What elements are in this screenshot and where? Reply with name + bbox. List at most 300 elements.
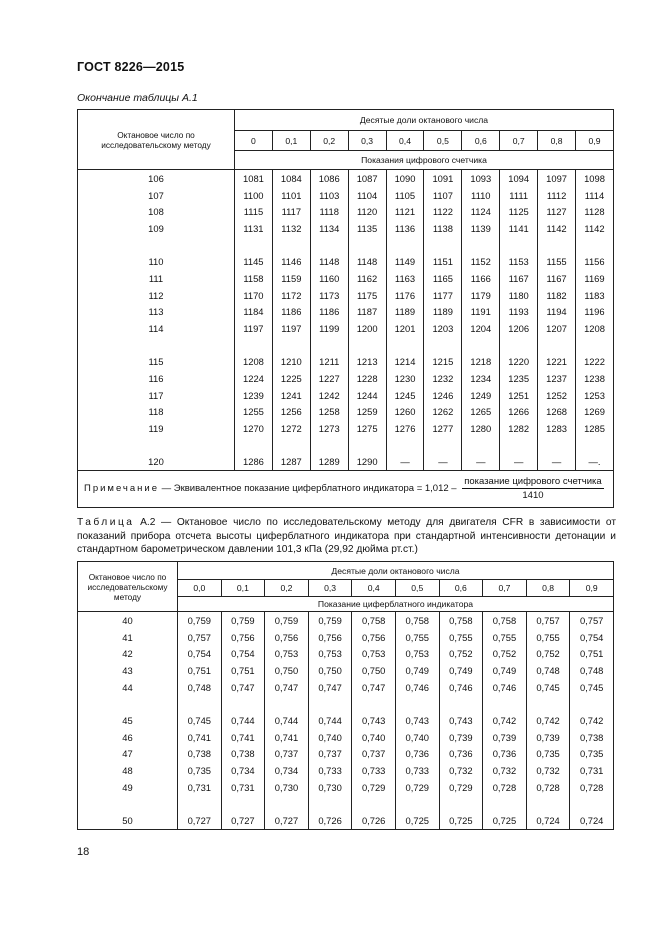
value-cell: 1206 xyxy=(500,320,538,337)
value-cell: 1204 xyxy=(462,320,500,337)
value-cell: 0,751 xyxy=(570,646,614,663)
spacer-cell xyxy=(272,237,310,253)
value-cell: 1220 xyxy=(500,353,538,370)
fraction-header: Десятые доли октанового числа xyxy=(235,110,614,131)
value-cell: 0,740 xyxy=(352,729,396,746)
fraction-col-header: 0,8 xyxy=(526,580,570,597)
value-cell: 0,739 xyxy=(526,729,570,746)
value-cell: 0,757 xyxy=(570,612,614,629)
spacer-cell xyxy=(308,796,352,812)
value-cell: 1146 xyxy=(272,253,310,270)
spacer-cell xyxy=(78,237,235,253)
table-row xyxy=(78,662,614,679)
fraction-col-header: 0,5 xyxy=(424,131,462,151)
value-cell: 1183 xyxy=(576,287,614,304)
value-cell: 0,748 xyxy=(178,679,222,696)
value-cell: 0,748 xyxy=(526,662,570,679)
value-cell: 1117 xyxy=(272,204,310,221)
value-cell: 1197 xyxy=(272,320,310,337)
table-row xyxy=(78,746,614,763)
value-cell: 0,753 xyxy=(308,646,352,663)
value-cell: 0,737 xyxy=(308,746,352,763)
spacer-cell xyxy=(352,696,396,712)
value-cell: 0,733 xyxy=(308,762,352,779)
value-cell: 0,750 xyxy=(308,662,352,679)
value-cell: 0,741 xyxy=(265,729,309,746)
value-cell: 0,729 xyxy=(395,779,439,796)
value-cell: 1167 xyxy=(538,270,576,287)
value-cell: 1211 xyxy=(310,353,348,370)
value-cell: 0,726 xyxy=(308,812,352,829)
value-cell: 1166 xyxy=(462,270,500,287)
octane-number-cell: 49 xyxy=(78,779,178,796)
value-cell: 0,745 xyxy=(570,679,614,696)
value-cell: 1218 xyxy=(462,353,500,370)
value-cell: 1286 xyxy=(235,453,273,470)
fraction-col-header: 0,3 xyxy=(308,580,352,597)
value-cell: 1289 xyxy=(310,453,348,470)
spacer-cell xyxy=(576,337,614,353)
spacer-cell xyxy=(538,337,576,353)
value-cell: 0,725 xyxy=(483,812,527,829)
value-cell: 0,731 xyxy=(178,779,222,796)
octane-number-cell: 109 xyxy=(78,220,235,237)
spacer-cell xyxy=(178,696,222,712)
spacer-cell xyxy=(424,437,462,453)
value-cell: 0,737 xyxy=(352,746,396,763)
value-cell: 1090 xyxy=(386,170,424,187)
spacer-cell xyxy=(462,337,500,353)
spacer-cell xyxy=(462,237,500,253)
value-cell: 1282 xyxy=(500,420,538,437)
octane-number-cell: 40 xyxy=(78,612,178,629)
value-cell: 1180 xyxy=(500,287,538,304)
table-row xyxy=(78,220,614,237)
value-cell: 1120 xyxy=(348,204,386,221)
octane-number-cell: 44 xyxy=(78,679,178,696)
value-cell: 0,731 xyxy=(221,779,265,796)
table2-caption xyxy=(77,516,616,557)
value-cell: 0,727 xyxy=(265,812,309,829)
value-cell: 1159 xyxy=(272,270,310,287)
value-cell: 0,746 xyxy=(483,679,527,696)
fraction-col-header: 0,8 xyxy=(538,131,576,151)
value-cell: 0,725 xyxy=(395,812,439,829)
value-cell: 0,754 xyxy=(570,629,614,646)
spacer-cell xyxy=(235,237,273,253)
note-denominator: 1410 xyxy=(522,490,544,502)
spacer-cell xyxy=(526,796,570,812)
value-cell: 1194 xyxy=(538,304,576,321)
value-cell: 1148 xyxy=(310,253,348,270)
value-cell: 1228 xyxy=(348,370,386,387)
value-cell: 1097 xyxy=(538,170,576,187)
value-cell: 1260 xyxy=(386,404,424,421)
group-spacer xyxy=(78,696,614,712)
value-cell: 1134 xyxy=(310,220,348,237)
value-cell: 1207 xyxy=(538,320,576,337)
value-cell: 1269 xyxy=(576,404,614,421)
value-cell: 0,749 xyxy=(395,662,439,679)
spacer-cell xyxy=(352,796,396,812)
value-cell: 1121 xyxy=(386,204,424,221)
value-cell: 0,730 xyxy=(265,779,309,796)
value-cell: 0,744 xyxy=(308,712,352,729)
fraction-col-header: 0,6 xyxy=(439,580,483,597)
value-cell: 1156 xyxy=(576,253,614,270)
spacer-cell xyxy=(348,337,386,353)
octane-number-cell: 50 xyxy=(78,812,178,829)
fraction-col-header: 0,1 xyxy=(272,131,310,151)
value-cell: 1118 xyxy=(310,204,348,221)
value-cell: 1285 xyxy=(576,420,614,437)
value-cell: 1259 xyxy=(348,404,386,421)
value-cell: 1114 xyxy=(576,187,614,204)
spacer-cell xyxy=(265,696,309,712)
value-cell: 0,754 xyxy=(178,646,222,663)
spacer-cell xyxy=(272,337,310,353)
value-cell: 0,745 xyxy=(526,679,570,696)
value-cell: 1176 xyxy=(386,287,424,304)
value-cell: 0,725 xyxy=(439,812,483,829)
value-cell: 0,759 xyxy=(308,612,352,629)
table-a2 xyxy=(77,561,614,830)
value-cell: 1262 xyxy=(424,404,462,421)
value-cell: 0,736 xyxy=(483,746,527,763)
value-cell: 0,741 xyxy=(178,729,222,746)
spacer-cell xyxy=(78,337,235,353)
value-cell: 0,745 xyxy=(178,712,222,729)
value-cell: 1214 xyxy=(386,353,424,370)
spacer-cell xyxy=(348,437,386,453)
table-row xyxy=(78,453,614,470)
spacer-cell xyxy=(78,696,178,712)
value-cell: 1101 xyxy=(272,187,310,204)
value-cell: 0,755 xyxy=(395,629,439,646)
spacer-cell xyxy=(178,796,222,812)
value-cell: 1087 xyxy=(348,170,386,187)
value-cell: 1258 xyxy=(310,404,348,421)
spacer-cell xyxy=(221,796,265,812)
table-row xyxy=(78,253,614,270)
spacer-cell xyxy=(310,237,348,253)
value-cell: 1197 xyxy=(235,320,273,337)
value-cell: 0,758 xyxy=(439,612,483,629)
value-cell: 1115 xyxy=(235,204,273,221)
value-cell: 1191 xyxy=(462,304,500,321)
value-cell: 0,724 xyxy=(570,812,614,829)
value-cell: 1132 xyxy=(272,220,310,237)
value-cell: 0,739 xyxy=(439,729,483,746)
value-cell: 0,750 xyxy=(265,662,309,679)
value-cell: 1215 xyxy=(424,353,462,370)
table-row xyxy=(78,170,614,187)
value-cell: 0,741 xyxy=(221,729,265,746)
value-cell: 1138 xyxy=(424,220,462,237)
value-cell: 0,736 xyxy=(395,746,439,763)
value-cell: 0,742 xyxy=(526,712,570,729)
value-cell: 0,752 xyxy=(439,646,483,663)
value-cell: — xyxy=(386,453,424,470)
value-cell: 1290 xyxy=(348,453,386,470)
value-cell: 1230 xyxy=(386,370,424,387)
value-cell: 0,734 xyxy=(221,762,265,779)
value-cell: 0,757 xyxy=(178,629,222,646)
fraction-col-header: 0,4 xyxy=(352,580,396,597)
octane-number-cell: 115 xyxy=(78,353,235,370)
spacer-cell xyxy=(500,337,538,353)
value-cell: 1153 xyxy=(500,253,538,270)
value-cell: 0,740 xyxy=(395,729,439,746)
value-cell: 0,744 xyxy=(265,712,309,729)
value-cell: 0,743 xyxy=(395,712,439,729)
fraction-col-header: 0,7 xyxy=(500,131,538,151)
spacer-cell xyxy=(538,437,576,453)
table-row xyxy=(78,387,614,404)
value-cell: 1208 xyxy=(235,353,273,370)
value-cell: 1270 xyxy=(235,420,273,437)
fraction-col-header: 0,4 xyxy=(386,131,424,151)
value-cell: 1145 xyxy=(235,253,273,270)
value-cell: 0,729 xyxy=(352,779,396,796)
note-fraction xyxy=(462,476,603,501)
table-row xyxy=(78,646,614,663)
value-cell: 0,751 xyxy=(178,662,222,679)
value-cell: 1135 xyxy=(348,220,386,237)
value-cell: 1199 xyxy=(310,320,348,337)
octane-number-cell: 113 xyxy=(78,304,235,321)
octane-number-cell: 120 xyxy=(78,453,235,470)
value-cell: 1210 xyxy=(272,353,310,370)
value-cell: 0,736 xyxy=(439,746,483,763)
readings-header: Показания цифрового счетчика xyxy=(235,151,614,170)
fraction-col-header: 0,7 xyxy=(483,580,527,597)
table-row xyxy=(78,612,614,629)
table-row xyxy=(78,729,614,746)
value-cell: 1172 xyxy=(272,287,310,304)
group-spacer xyxy=(78,337,614,353)
spacer-cell xyxy=(500,437,538,453)
value-cell: 1124 xyxy=(462,204,500,221)
spacer-cell xyxy=(424,237,462,253)
value-cell: 1094 xyxy=(500,170,538,187)
table-row xyxy=(78,812,614,829)
fraction-col-header: 0,1 xyxy=(221,580,265,597)
octane-number-cell: 45 xyxy=(78,712,178,729)
value-cell: 1091 xyxy=(424,170,462,187)
octane-number-cell: 41 xyxy=(78,629,178,646)
value-cell: 0,753 xyxy=(265,646,309,663)
value-cell: 0,758 xyxy=(352,612,396,629)
value-cell: 1189 xyxy=(424,304,462,321)
value-cell: 1093 xyxy=(462,170,500,187)
value-cell: 1186 xyxy=(272,304,310,321)
table-a1 xyxy=(77,109,614,508)
spacer-cell xyxy=(310,437,348,453)
row-header: Октановое число по исследовательскому методу xyxy=(78,562,178,612)
spacer-cell xyxy=(235,337,273,353)
value-cell: 1283 xyxy=(538,420,576,437)
value-cell: 0,735 xyxy=(570,746,614,763)
value-cell: 1187 xyxy=(348,304,386,321)
value-cell: 0,759 xyxy=(221,612,265,629)
octane-number-cell: 111 xyxy=(78,270,235,287)
value-cell: 0,742 xyxy=(483,712,527,729)
value-cell: 1242 xyxy=(310,387,348,404)
value-cell: 0,734 xyxy=(265,762,309,779)
value-cell: 1163 xyxy=(386,270,424,287)
value-cell: 1141 xyxy=(500,220,538,237)
value-cell: — xyxy=(424,453,462,470)
value-cell: 1272 xyxy=(272,420,310,437)
value-cell: 1148 xyxy=(348,253,386,270)
value-cell: 0,730 xyxy=(308,779,352,796)
value-cell: 1227 xyxy=(310,370,348,387)
value-cell: 1110 xyxy=(462,187,500,204)
spacer-cell xyxy=(395,796,439,812)
value-cell: 1184 xyxy=(235,304,273,321)
spacer-cell xyxy=(348,237,386,253)
table-row xyxy=(78,204,614,221)
value-cell: 1255 xyxy=(235,404,273,421)
fraction-col-header: 0,2 xyxy=(265,580,309,597)
value-cell: 0,752 xyxy=(483,646,527,663)
value-cell: 0,746 xyxy=(395,679,439,696)
spacer-cell xyxy=(386,437,424,453)
value-cell: 1105 xyxy=(386,187,424,204)
value-cell: 1213 xyxy=(348,353,386,370)
spacer-cell xyxy=(500,237,538,253)
value-cell: 1139 xyxy=(462,220,500,237)
group-spacer xyxy=(78,237,614,253)
fraction-col-header: 0,3 xyxy=(348,131,386,151)
table-row xyxy=(78,320,614,337)
table-row xyxy=(78,420,614,437)
value-cell: 0,742 xyxy=(570,712,614,729)
value-cell: 1246 xyxy=(424,387,462,404)
value-cell: 1162 xyxy=(348,270,386,287)
spacer-cell xyxy=(538,237,576,253)
value-cell: 1167 xyxy=(500,270,538,287)
value-cell: 1111 xyxy=(500,187,538,204)
value-cell: 0,749 xyxy=(439,662,483,679)
value-cell: 1275 xyxy=(348,420,386,437)
value-cell: 0,738 xyxy=(570,729,614,746)
spacer-cell xyxy=(576,437,614,453)
table-row xyxy=(78,370,614,387)
value-cell: 0,759 xyxy=(178,612,222,629)
value-cell: 1169 xyxy=(576,270,614,287)
value-cell: 0,755 xyxy=(526,629,570,646)
value-cell: 1273 xyxy=(310,420,348,437)
value-cell: 1104 xyxy=(348,187,386,204)
fraction-col-header: 0,2 xyxy=(310,131,348,151)
value-cell: 0,747 xyxy=(221,679,265,696)
octane-number-cell: 42 xyxy=(78,646,178,663)
value-cell: 1086 xyxy=(310,170,348,187)
value-cell: 1098 xyxy=(576,170,614,187)
spacer-cell xyxy=(570,696,614,712)
value-cell: 0,727 xyxy=(178,812,222,829)
value-cell: 0,740 xyxy=(308,729,352,746)
value-cell: 1186 xyxy=(310,304,348,321)
value-cell: 0,732 xyxy=(439,762,483,779)
document-header: ГОСТ 8226—2015 xyxy=(77,60,185,74)
value-cell: 1142 xyxy=(538,220,576,237)
value-cell: 0,747 xyxy=(308,679,352,696)
readings-header: Показание циферблатного индикатора xyxy=(178,597,614,612)
value-cell: 0,758 xyxy=(395,612,439,629)
value-cell: — xyxy=(538,453,576,470)
value-cell: 1155 xyxy=(538,253,576,270)
value-cell: 1103 xyxy=(310,187,348,204)
value-cell: 1256 xyxy=(272,404,310,421)
value-cell: 1245 xyxy=(386,387,424,404)
octane-number-cell: 118 xyxy=(78,404,235,421)
spacer-cell xyxy=(235,437,273,453)
value-cell: 1232 xyxy=(424,370,462,387)
value-cell: 1201 xyxy=(386,320,424,337)
octane-number-cell: 46 xyxy=(78,729,178,746)
octane-number-cell: 112 xyxy=(78,287,235,304)
value-cell: 0,729 xyxy=(439,779,483,796)
table-row xyxy=(78,779,614,796)
value-cell: 0,756 xyxy=(221,629,265,646)
table-row xyxy=(78,270,614,287)
table-row xyxy=(78,762,614,779)
value-cell: 0,747 xyxy=(352,679,396,696)
value-cell: 1221 xyxy=(538,353,576,370)
value-cell: 0,727 xyxy=(221,812,265,829)
fraction-col-header: 0,0 xyxy=(178,580,222,597)
value-cell: 1249 xyxy=(462,387,500,404)
note-word: Примечание xyxy=(84,483,159,495)
value-cell: 0,748 xyxy=(570,662,614,679)
value-cell: 0,744 xyxy=(221,712,265,729)
group-spacer xyxy=(78,796,614,812)
spacer-cell xyxy=(310,337,348,353)
value-cell: — xyxy=(462,453,500,470)
value-cell: 0,757 xyxy=(526,612,570,629)
value-cell: 1125 xyxy=(500,204,538,221)
value-cell: 0,759 xyxy=(265,612,309,629)
value-cell: 0,754 xyxy=(221,646,265,663)
value-cell: 0,756 xyxy=(352,629,396,646)
value-cell: 0,728 xyxy=(526,779,570,796)
spacer-cell xyxy=(526,696,570,712)
octane-number-cell: 48 xyxy=(78,762,178,779)
octane-number-cell: 114 xyxy=(78,320,235,337)
spacer-cell xyxy=(439,696,483,712)
value-cell: 1127 xyxy=(538,204,576,221)
value-cell: 1107 xyxy=(424,187,462,204)
caption-rest: А.2 — Октановое число по исследовательскому методу для двигателя CFR в зависимости от показаний прибора отсчета высоты циферблатного индикатора при стандартной интенсивности детонации и стандартном барометрическом давлении 101,3 кПа (29,92 дюйма рт.ст.) xyxy=(77,517,616,555)
value-cell: 1160 xyxy=(310,270,348,287)
spacer-cell xyxy=(570,796,614,812)
value-cell: 0,732 xyxy=(526,762,570,779)
spacer-cell xyxy=(265,796,309,812)
fraction-col-header: 0,9 xyxy=(570,580,614,597)
octane-number-cell: 119 xyxy=(78,420,235,437)
octane-number-cell: 106 xyxy=(78,170,235,187)
octane-number-cell: 117 xyxy=(78,387,235,404)
spacer-cell xyxy=(78,437,235,453)
value-cell: 1241 xyxy=(272,387,310,404)
table-row xyxy=(78,712,614,729)
value-cell: 0,733 xyxy=(395,762,439,779)
value-cell: 0,755 xyxy=(483,629,527,646)
octane-number-cell: 107 xyxy=(78,187,235,204)
